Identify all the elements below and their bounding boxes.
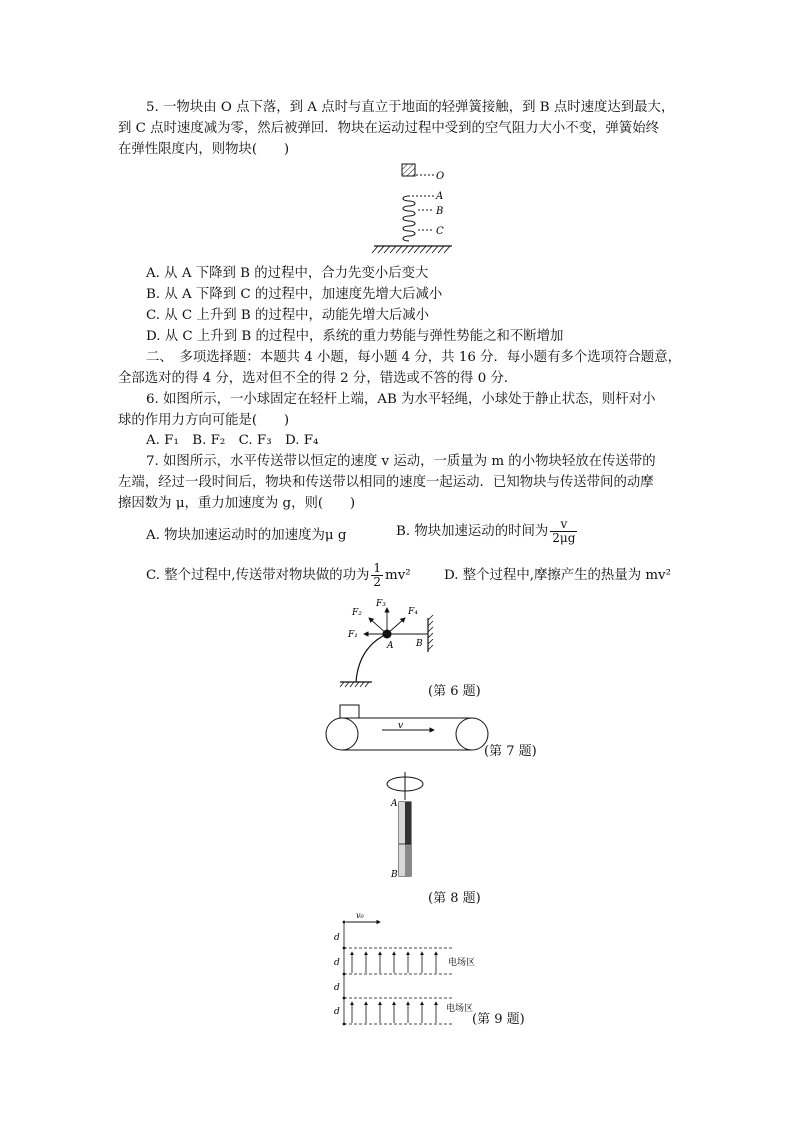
label-d-2: d bbox=[334, 958, 340, 968]
label-F2: F₂ bbox=[352, 608, 362, 618]
left-pulley bbox=[326, 718, 358, 750]
q7-text-line2: 左端，经过一段时间后，物块和传送带以相同的速度一起运动．已知物块与传送带间的动摩 bbox=[118, 475, 654, 490]
label-v: v bbox=[398, 721, 404, 731]
fraction-numerator: v bbox=[550, 518, 577, 532]
label-d-3: d bbox=[334, 983, 340, 993]
q9-caption: (第 9 题) bbox=[472, 1012, 525, 1027]
q7-caption: (第 7 题) bbox=[484, 744, 537, 759]
label-d-1: d bbox=[334, 933, 340, 943]
q5-text-line2: 到 C 点时速度减为零，然后被弹回．物块在运动过程中受到的空气阻力大小不变，弹簧始终 bbox=[118, 121, 659, 136]
block bbox=[402, 164, 415, 176]
label-A: A bbox=[391, 799, 398, 809]
label-B: B bbox=[391, 870, 398, 880]
label-O: O bbox=[436, 171, 445, 182]
q7-option-c-fraction bbox=[371, 562, 383, 589]
q5-option-b: B. 从 A 下降到 C 的过程中，加速度先增大后减小 bbox=[146, 287, 443, 302]
spring bbox=[403, 196, 415, 241]
rod bbox=[356, 634, 387, 682]
section2-line1: 二、 多项选择题：本题共 4 小题，每小题 4 分，共 16 分．每小题有多个选项符合题意， bbox=[146, 350, 681, 365]
label-C: C bbox=[436, 226, 444, 237]
q7-conveyor-figure bbox=[322, 702, 490, 754]
q7-option-c-text: C. 整个过程中,传送带对物块做的功为 bbox=[146, 568, 370, 583]
q7-option-c-suffix: mv² bbox=[385, 568, 411, 583]
q6-text-line1: 6. 如图所示，一小球固定在轻杆上端，AB 为水平轻绳，小球处于静止状态，则杆对小 bbox=[146, 392, 656, 407]
label-field-1: 电场区 bbox=[448, 958, 476, 968]
q7-option-b bbox=[396, 518, 579, 545]
q5-option-c: C. 从 C 上升到 B 的过程中，动能先增大后减小 bbox=[146, 308, 430, 323]
ball bbox=[383, 630, 392, 639]
q7-option-d: D. 整个过程中,摩擦产生的热量为 mv² bbox=[444, 568, 671, 583]
q5-option-a: A. 从 A 下降到 B 的过程中，合力先变小后变大 bbox=[146, 266, 429, 281]
q5-option-d: D. 从 C 上升到 B 的过程中，系统的重力势能与弹性势能之和不断增加 bbox=[146, 329, 564, 344]
q6-rod-figure bbox=[336, 596, 440, 692]
q7-option-b-text: B. 物块加速运动的时间为 bbox=[396, 524, 549, 539]
label-field-2: 电场区 bbox=[446, 1004, 474, 1014]
fraction-denominator: 2 bbox=[373, 575, 382, 589]
label-B: B bbox=[416, 639, 423, 649]
q6-options: A. F₁ B. F₂ C. F₃ D. F₄ bbox=[146, 433, 319, 448]
q6-caption: (第 6 题) bbox=[428, 684, 481, 699]
q5-text-line1: 5. 一物块由 O 点下落，到 A 点时与直立于地面的轻弹簧接触，到 B 点时速度达到最大， bbox=[146, 100, 675, 115]
label-v0: v₀ bbox=[356, 911, 364, 920]
fraction-denominator: 2μg bbox=[552, 531, 576, 545]
label-F3: F₃ bbox=[376, 599, 386, 609]
label-A: A bbox=[387, 641, 394, 651]
label-F4: F₄ bbox=[408, 607, 418, 617]
label-F1: F₁ bbox=[348, 630, 358, 640]
rod-mid-bottom bbox=[405, 844, 411, 876]
section2-line2: 全部选对的得 4 分，选对但不全的得 2 分，错选或不答的得 0 分． bbox=[118, 371, 518, 386]
q7-text-line1: 7. 如图所示，水平传送带以恒定的速度 v 运动，一质量为 m 的小物块轻放在传送带的 bbox=[146, 454, 656, 469]
label-B: B bbox=[436, 206, 444, 217]
rod-light-side bbox=[399, 802, 405, 876]
q7-option-c bbox=[146, 562, 411, 589]
q8-rod-figure bbox=[384, 770, 426, 882]
q9-field-figure bbox=[330, 910, 480, 1030]
q5-text-line3: 在弹性限度内，则物块( ) bbox=[118, 142, 290, 157]
label-A: A bbox=[436, 191, 444, 202]
fraction-numerator: 1 bbox=[373, 561, 382, 575]
q7-text-line3: 擦因数为 μ，重力加速度为 g，则( ) bbox=[118, 496, 356, 511]
q6-text-line2: 球的作用力方向可能是( ) bbox=[118, 413, 290, 428]
q8-caption: (第 8 题) bbox=[428, 891, 481, 906]
label-d-4: d bbox=[334, 1007, 340, 1017]
small-block bbox=[340, 705, 359, 718]
q7-option-a: A. 物块加速运动时的加速度为μ g bbox=[146, 528, 347, 543]
q5-spring-figure bbox=[366, 160, 466, 258]
rod-dark-top bbox=[405, 802, 411, 844]
q7-option-b-fraction bbox=[550, 518, 577, 545]
